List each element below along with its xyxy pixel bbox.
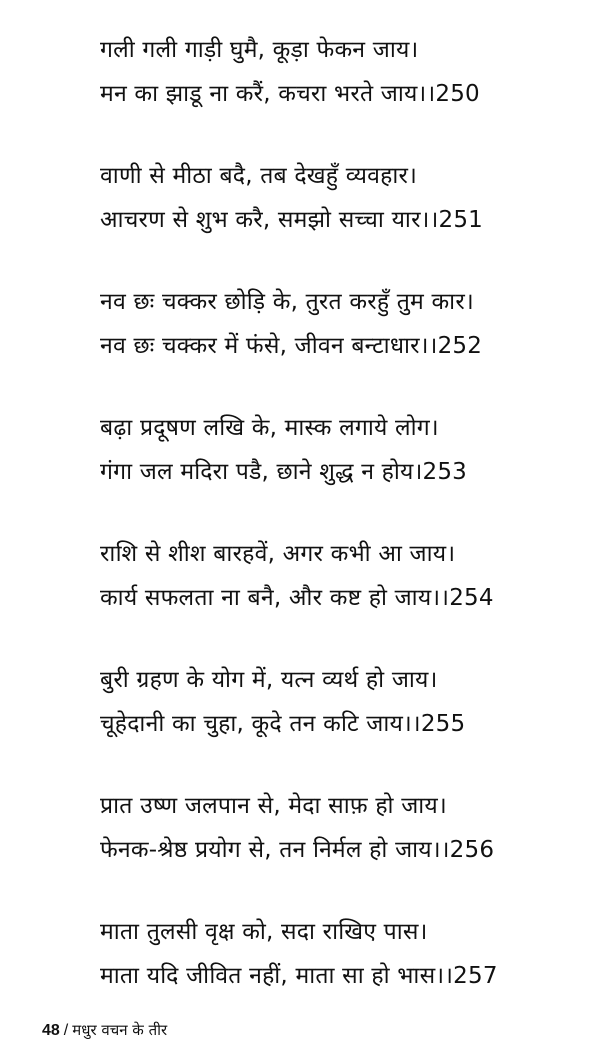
couplet-257: [100, 910, 580, 998]
couplet-254: [100, 532, 580, 620]
couplet-line-2: माता यदि जीवित नहीं, माता सा हो भास।।257: [100, 963, 498, 989]
couplet-line-1: माता तुलसी वृक्ष को, सदा राखिए पास।: [100, 919, 428, 945]
couplet-252: [100, 280, 580, 368]
couplet-line-2: नव छः चक्कर में फंसे, जीवन बन्टाधार।।252: [100, 333, 483, 359]
couplet-250: [100, 28, 580, 116]
couplet-line-1: बुरी ग्रहण के योग में, यत्न व्यर्थ हो जाय।: [100, 667, 438, 693]
page-number: 48: [42, 1022, 60, 1039]
couplet-251: [100, 154, 580, 242]
couplet-line-1: नव छः चक्कर छोड़ि के, तुरत करहुँ तुम कार।: [100, 289, 474, 315]
couplet-line-2: चूहेदानी का चुहा, कूदे तन कटि जाय।।255: [100, 711, 466, 737]
page-footer: [42, 1020, 167, 1041]
couplet-line-1: बढ़ा प्रदूषण लखि के, मास्क लगाये लोग।: [100, 415, 439, 441]
couplet-line-1: राशि से शीश बारहवें, अगर कभी आ जाय।: [100, 541, 456, 567]
couplet-line-1: गली गली गाड़ी घुमै, कूड़ा फेकन जाय।: [100, 37, 419, 63]
couplet-line-2: कार्य सफलता ना बनै, और कष्ट हो जाय।।254: [100, 585, 494, 611]
couplet-line-1: प्रात उष्ण जलपान से, मेदा साफ़ हो जाय।: [100, 793, 447, 819]
couplet-255: [100, 658, 580, 746]
book-title: मधुर वचन के तीर: [72, 1021, 168, 1039]
couplet-253: [100, 406, 580, 494]
couplet-line-2: फेनक-श्रेष्ठ प्रयोग से, तन निर्मल हो जाय।।256: [100, 837, 495, 863]
couplet-line-2: गंगा जल मदिरा पडै, छाने शुद्ध न होय।253: [100, 459, 468, 485]
footer-separator: /: [63, 1022, 69, 1039]
couplet-line-2: मन का झाडू ना करैं, कचरा भरते जाय।।250: [100, 81, 480, 107]
couplet-256: [100, 784, 580, 872]
couplet-line-1: वाणी से मीठा बदै, तब देखहुँ व्यवहार।: [100, 163, 418, 189]
couplet-line-2: आचरण से शुभ करै, समझो सच्चा यार।।251: [100, 207, 484, 233]
